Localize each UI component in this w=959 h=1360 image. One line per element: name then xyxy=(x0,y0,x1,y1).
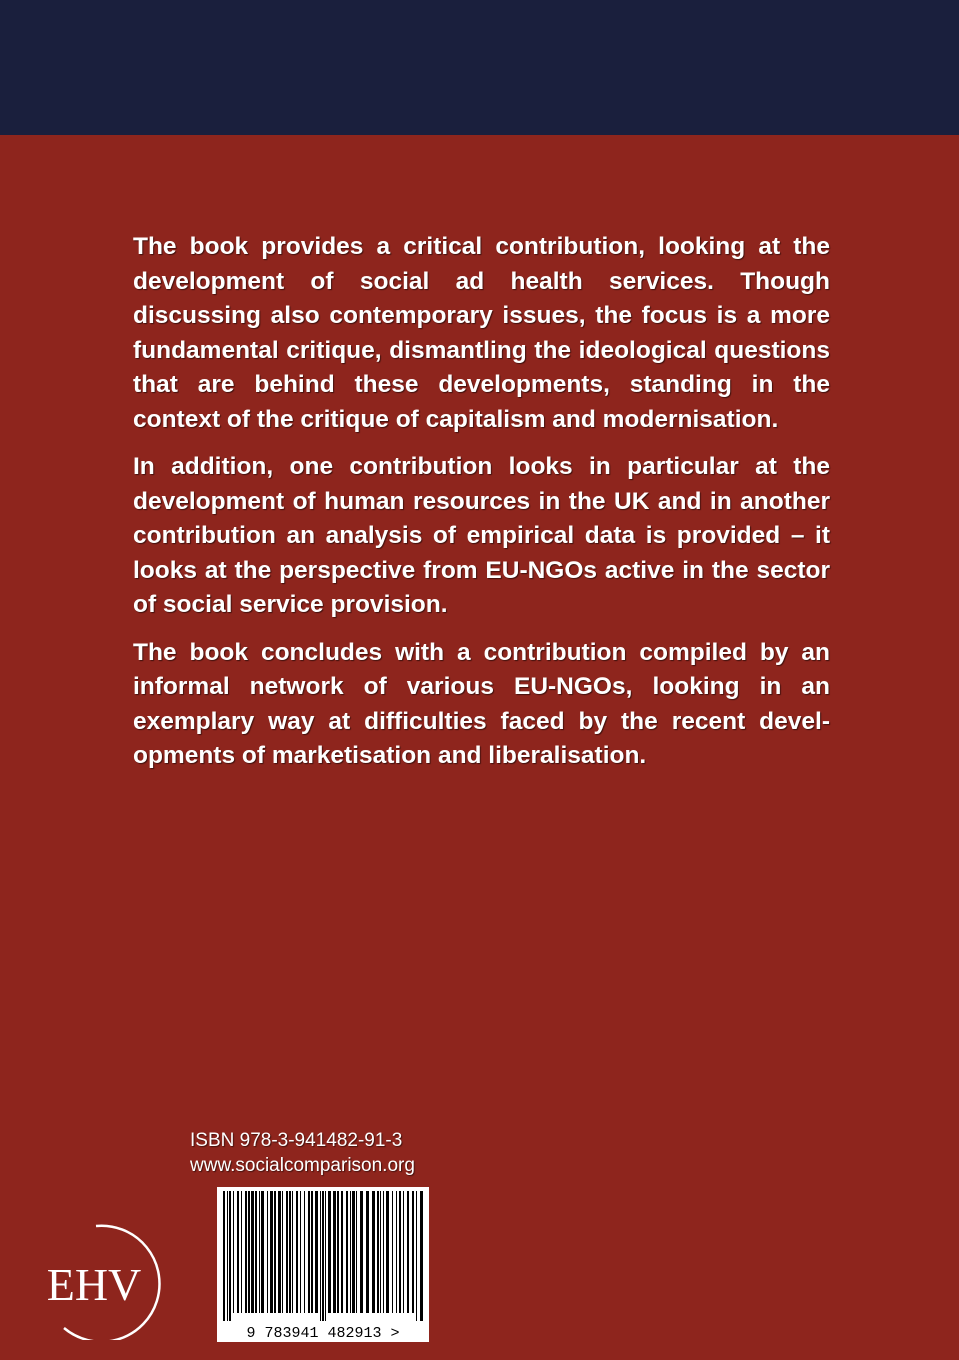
barcode-bar xyxy=(245,1191,247,1313)
isbn-number: ISBN 978-3-941482-91-3 xyxy=(190,1130,403,1151)
barcode-bar xyxy=(352,1191,355,1313)
barcode-bar xyxy=(315,1191,318,1313)
website-url: www.socialcomparison.org xyxy=(190,1155,415,1176)
barcode-bar xyxy=(304,1191,305,1313)
barcode-bar xyxy=(337,1191,339,1313)
barcode xyxy=(217,1187,429,1342)
barcode-bar xyxy=(233,1191,234,1313)
barcode-bar xyxy=(311,1191,313,1313)
barcode-bar xyxy=(325,1191,326,1321)
barcode-bar xyxy=(322,1191,324,1321)
barcode-bar xyxy=(292,1191,293,1313)
barcode-bar xyxy=(278,1191,281,1313)
barcode-bar xyxy=(386,1191,389,1313)
barcode-bar xyxy=(251,1191,254,1313)
barcode-bar xyxy=(289,1191,291,1313)
barcode-bar xyxy=(241,1191,242,1313)
barcode-bar xyxy=(333,1191,336,1313)
barcode-bar xyxy=(259,1191,260,1313)
blurb-paragraph-3: The book concludes with a contribution compiled by an informal network of various EU-NGOs, looking in an exemplary way at difficulties faced by the recent developments of marketisation and liberalisation. xyxy=(133,638,830,769)
barcode-bar xyxy=(403,1191,404,1313)
blurb-paragraph-2: In addition, one contribution looks in particular at the development of human resources in the UK and in another contribution an analysis of empirical data is provided – it looks at the perspective from EU-NGOs active in the sector of social service provision. xyxy=(133,453,830,618)
barcode-bar xyxy=(383,1191,384,1313)
barcode-bar xyxy=(416,1191,417,1321)
barcode-bar xyxy=(380,1191,381,1313)
blurb-paragraph-1: The book provides a critical contribution, looking at the development of social ad health services. Though discussing also contemporary issues, the focus is a more fundamental critique, dismantling the ideological questions that are behind these developments, standing in the context of the critique of capitalism and modernisation. xyxy=(133,233,830,433)
barcode-bar xyxy=(407,1191,409,1313)
barcode-bar xyxy=(356,1191,357,1313)
barcode-bar xyxy=(360,1191,363,1313)
barcode-bar xyxy=(372,1191,375,1313)
barcode-bars xyxy=(223,1191,423,1321)
barcode-bar xyxy=(223,1191,225,1321)
barcode-bar xyxy=(366,1191,369,1313)
barcode-bar xyxy=(412,1191,414,1313)
barcode-bar xyxy=(255,1191,257,1313)
blurb-text xyxy=(133,230,830,787)
barcode-bar xyxy=(346,1191,348,1313)
barcode-bar xyxy=(396,1191,397,1313)
barcode-bar xyxy=(420,1191,423,1321)
barcode-bar xyxy=(308,1191,310,1313)
barcode-bar xyxy=(270,1191,273,1313)
barcode-bar xyxy=(227,1191,228,1321)
barcode-bar xyxy=(350,1191,351,1313)
barcode-bar xyxy=(274,1191,276,1313)
barcode-bar xyxy=(282,1191,283,1313)
barcode-bar xyxy=(341,1191,343,1313)
barcode-bar xyxy=(248,1191,250,1313)
barcode-bar xyxy=(296,1191,298,1313)
barcode-bar xyxy=(261,1191,264,1313)
barcode-bar xyxy=(286,1191,288,1313)
barcode-bar xyxy=(399,1191,401,1313)
barcode-bar xyxy=(300,1191,301,1313)
publisher-logo xyxy=(34,1218,164,1340)
publisher-logo-text: EHV xyxy=(46,1259,142,1310)
barcode-digits: 9 783941 482913 > xyxy=(246,1325,400,1342)
barcode-bar xyxy=(229,1191,231,1321)
barcode-bar xyxy=(377,1191,379,1313)
top-band xyxy=(0,0,959,135)
barcode-bar xyxy=(320,1191,321,1321)
barcode-bar xyxy=(267,1191,268,1313)
barcode-bar xyxy=(328,1191,331,1313)
barcode-bar xyxy=(237,1191,239,1313)
barcode-bar xyxy=(392,1191,393,1313)
isbn-block xyxy=(190,1128,415,1178)
